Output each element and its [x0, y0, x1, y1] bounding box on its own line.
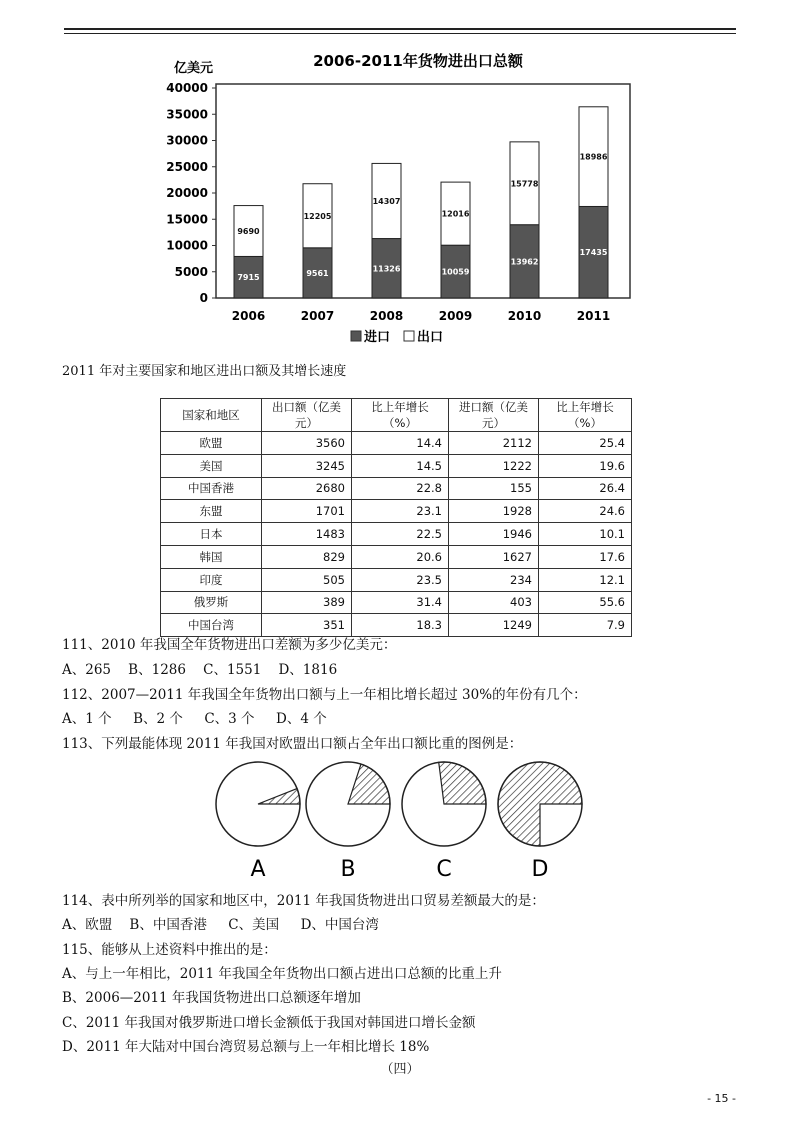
x-tick-label: 2006	[231, 309, 266, 323]
x-axis	[232, 309, 610, 323]
question-114: 114、表中所列举的国家和地区中，2011 年我国货物进出口贸易差额最大的是：	[62, 893, 545, 909]
table-cell-value: 155	[449, 477, 539, 500]
y-tick-label: 10000	[166, 238, 208, 253]
y-tick-label: 25000	[166, 159, 208, 174]
header-import: 进口额（亿美元）	[449, 399, 539, 432]
table-cell-value: 505	[262, 568, 352, 591]
y-tick-label: 20000	[166, 186, 208, 200]
y-tick-label: 40000	[166, 81, 208, 95]
table-cell-region: 俄罗斯	[161, 591, 262, 614]
question-115-option-c: C、2011 年我国对俄罗斯进口增长金额低于我国对韩国进口增长金额	[62, 1015, 476, 1031]
question-111: 111、2010 年我国全年货物进出口差额为多少亿美元：	[62, 637, 397, 653]
bars	[234, 107, 608, 298]
table-cell-region: 韩国	[161, 545, 262, 568]
table-cell-region: 美国	[161, 454, 262, 477]
table-cell-value: 3560	[262, 432, 352, 455]
table-cell-value: 1701	[262, 500, 352, 523]
top-rule-thin	[64, 33, 736, 34]
y-axis	[166, 81, 216, 305]
pie-option-d	[498, 762, 582, 882]
table-cell-value: 26.4	[539, 477, 632, 500]
pie-option-c	[402, 762, 486, 882]
table-cell-value: 25.4	[539, 432, 632, 455]
pie-option-label: D	[531, 857, 549, 882]
data-label-export: 12205	[303, 211, 332, 221]
table-header-row	[161, 399, 632, 432]
data-label-import: 10059	[441, 267, 470, 277]
table-cell-value: 18.3	[352, 614, 449, 637]
question-114-options: A、欧盟 B、中国香港 C、美国 D、中国台湾	[62, 917, 379, 933]
x-tick-label: 2010	[507, 309, 542, 323]
header-export-growth: 比上年增长（%）	[352, 399, 449, 432]
data-label-export: 14307	[372, 196, 401, 206]
table-cell-value: 389	[262, 591, 352, 614]
table-cell-value: 403	[449, 591, 539, 614]
question-112-options: A、1 个 B、2 个 C、3 个 D、4 个	[62, 711, 327, 727]
table-cell-value: 24.6	[539, 500, 632, 523]
legend-export-label: 出口	[417, 330, 444, 345]
header-export: 出口额（亿美元）	[262, 399, 352, 432]
legend	[351, 329, 443, 345]
table-cell-value: 22.5	[352, 523, 449, 546]
table-row	[161, 477, 632, 500]
table-cell-value: 2680	[262, 477, 352, 500]
question-115: 115、能够从上述资料中推出的是：	[62, 942, 277, 958]
data-label-import: 7915	[237, 273, 260, 283]
legend-import-label: 进口	[364, 330, 391, 345]
table-row	[161, 500, 632, 523]
data-label-import: 9561	[306, 268, 329, 278]
table-title: 2011 年对主要国家和地区进出口额及其增长速度	[62, 364, 347, 379]
table-cell-value: 14.5	[352, 454, 449, 477]
table-cell-region: 中国香港	[161, 477, 262, 500]
table-body	[161, 432, 632, 637]
y-tick-label: 5000	[174, 264, 208, 279]
bar-chart	[160, 46, 640, 350]
section-label: （四）	[380, 1062, 420, 1077]
question-115-option-d: D、2011 年大陆对中国台湾贸易总额与上一年相比增长 18%	[62, 1039, 430, 1055]
table-cell-value: 234	[449, 568, 539, 591]
chart-frame	[216, 84, 630, 298]
table-cell-value: 3245	[262, 454, 352, 477]
table-cell-value: 17.6	[539, 545, 632, 568]
question-115-option-a: A、与上一年相比，2011 年我国全年货物出口额占进出口总额的比重上升	[62, 966, 502, 982]
table-cell-region: 印度	[161, 568, 262, 591]
table-cell-value: 31.4	[352, 591, 449, 614]
y-tick-label: 30000	[166, 133, 208, 148]
page-number: - 15 -	[707, 1092, 736, 1105]
pie-option-label: C	[436, 857, 452, 882]
table-cell-value: 1928	[449, 500, 539, 523]
table-cell-value: 1483	[262, 523, 352, 546]
y-axis-label: 亿美元	[174, 61, 214, 76]
table-cell-value: 1946	[449, 523, 539, 546]
legend-import-swatch	[351, 331, 361, 341]
table-cell-value: 12.1	[539, 568, 632, 591]
table-cell-region: 中国台湾	[161, 614, 262, 637]
table-cell-value: 7.9	[539, 614, 632, 637]
table-cell-value: 14.4	[352, 432, 449, 455]
pie-options	[210, 756, 590, 886]
trade-table	[160, 398, 632, 637]
data-label-export: 12016	[441, 209, 470, 219]
pie-option-a	[216, 762, 300, 882]
x-tick-label: 2007	[300, 309, 335, 323]
table-row	[161, 432, 632, 455]
table-row	[161, 454, 632, 477]
data-label-export: 18986	[579, 152, 608, 162]
table-cell-value: 10.1	[539, 523, 632, 546]
header-import-growth: 比上年增长（%）	[539, 399, 632, 432]
header-region: 国家和地区	[161, 399, 262, 432]
pie-option-b	[306, 762, 390, 882]
pie-slice-eu	[439, 762, 486, 804]
table-cell-value: 22.8	[352, 477, 449, 500]
x-tick-label: 2011	[576, 309, 611, 323]
question-112: 112、2007—2011 年我国全年货物出口额与上一年相比增长超过 30%的年份有几个：	[62, 687, 587, 703]
table-cell-value: 19.6	[539, 454, 632, 477]
table-cell-value: 20.6	[352, 545, 449, 568]
table-row	[161, 545, 632, 568]
x-tick-label: 2009	[438, 309, 473, 323]
table-cell-value: 2112	[449, 432, 539, 455]
table-row	[161, 568, 632, 591]
data-label-import: 13962	[510, 257, 539, 267]
table-cell-value: 1627	[449, 545, 539, 568]
y-tick-label: 0	[199, 291, 208, 305]
x-tick-label: 2008	[369, 309, 404, 323]
data-label-export: 9690	[237, 227, 260, 237]
question-113: 113、下列最能体现 2011 年我国对欧盟出口额占全年出口额比重的图例是：	[62, 736, 523, 752]
y-tick-label: 35000	[166, 107, 208, 122]
table-cell-value: 23.5	[352, 568, 449, 591]
table-cell-region: 日本	[161, 523, 262, 546]
table-cell-value: 1222	[449, 454, 539, 477]
data-label-export: 15778	[510, 179, 539, 189]
legend-export-swatch	[404, 331, 414, 341]
table-cell-value: 1249	[449, 614, 539, 637]
chart-title: 2006-2011年货物进出口总额	[313, 52, 523, 70]
question-115-option-b: B、2006—2011 年我国货物进出口总额逐年增加	[62, 990, 361, 1006]
table-cell-value: 23.1	[352, 500, 449, 523]
data-label-import: 11326	[372, 264, 401, 274]
table-cell-value: 351	[262, 614, 352, 637]
table-row	[161, 523, 632, 546]
y-tick-label: 15000	[166, 212, 208, 227]
top-rule	[64, 28, 736, 30]
table-row	[161, 591, 632, 614]
data-label-import: 17435	[579, 248, 608, 258]
pie-option-label: B	[340, 857, 356, 882]
table-cell-value: 829	[262, 545, 352, 568]
question-111-options: A、265 B、1286 C、1551 D、1816	[62, 662, 338, 678]
pie-option-label: A	[250, 857, 266, 882]
table-cell-region: 东盟	[161, 500, 262, 523]
table-cell-region: 欧盟	[161, 432, 262, 455]
table-cell-value: 55.6	[539, 591, 632, 614]
